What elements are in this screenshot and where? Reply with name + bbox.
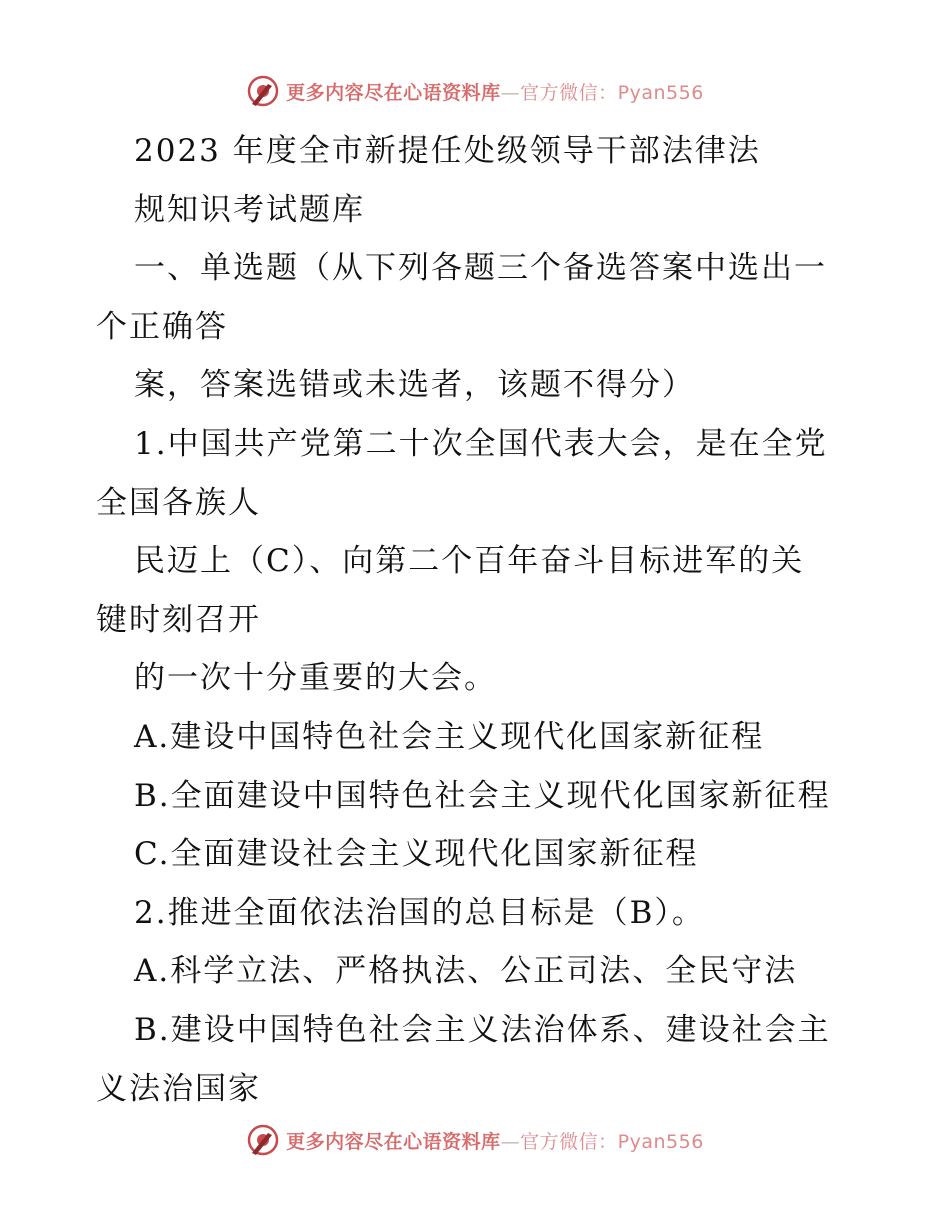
header-watermark	[0, 69, 950, 113]
pen-logo-icon	[246, 74, 280, 108]
doc-title-line-1: 2023 年度全市新提任处级领导干部法律法	[134, 133, 761, 169]
question-1-line-3: 民迈上（C）、向第二个百年奋斗目标进军的关	[134, 543, 805, 580]
question-1-option-b: B.全面建设中国特色社会主义现代化国家新征程	[134, 777, 831, 814]
doc-title-line-2: 规知识考试题库	[134, 191, 365, 228]
question-1-line-1: 1.中国共产党第二十次全国代表大会，是在全党	[134, 425, 828, 462]
brand-name-footer: 更多内容尽在心语资料库	[286, 1130, 501, 1153]
question-1-line-5: 的一次十分重要的大会。	[134, 660, 497, 697]
section-heading-line-2: 个正确答	[96, 308, 228, 345]
section-heading-line-3: 案，答案选错或未选者，该题不得分）	[134, 367, 695, 404]
brand-watermark-footer	[246, 1123, 704, 1157]
document-body	[96, 122, 856, 1118]
question-2-line-1: 2.推进全面依法治国的总目标是（B）。	[134, 894, 705, 931]
question-1-option-a: A.建设中国特色社会主义现代化国家新征程	[134, 718, 765, 755]
question-2-option-b-line-1: B.建设中国特色社会主义法治体系、建设社会主	[134, 1011, 831, 1048]
footer-watermark	[0, 1118, 950, 1162]
brand-watermark	[246, 74, 704, 108]
pen-logo-icon	[246, 1123, 280, 1157]
brand-wechat-footer: 官方微信：Pyan556	[520, 1130, 704, 1153]
section-heading-line-1: 一、单选题（从下列各题三个备选答案中选出一	[134, 250, 827, 287]
question-2-option-a: A.科学立法、严格执法、公正司法、全民守法	[134, 953, 798, 990]
brand-name: 更多内容尽在心语资料库	[286, 81, 501, 104]
question-1-line-4: 键时刻召开	[96, 601, 261, 638]
question-1-option-c: C.全面建设社会主义现代化国家新征程	[134, 836, 699, 873]
brand-separator: —	[500, 81, 521, 104]
brand-wechat: 官方微信：Pyan556	[520, 81, 704, 104]
question-2-option-b-line-2: 义法治国家	[96, 1070, 261, 1107]
brand-separator-footer: —	[500, 1130, 521, 1153]
question-1-line-2: 全国各族人	[96, 484, 261, 521]
